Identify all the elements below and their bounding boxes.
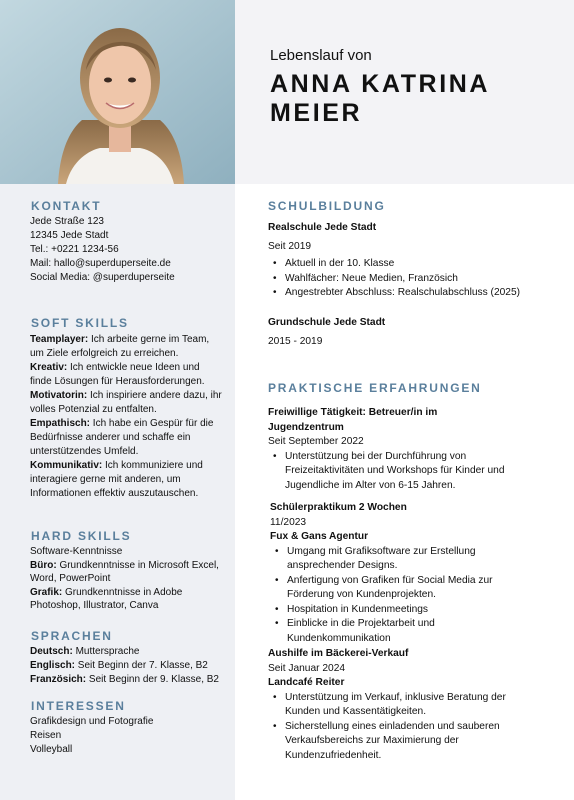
experience-bullet: • Anfertigung von Grafiken für Social Media zur Förderung von Kundenprojekten. bbox=[270, 574, 538, 603]
hard-skill-label: Büro: bbox=[30, 559, 57, 571]
school-date: 2015 - 2019 bbox=[268, 335, 323, 347]
language-label: Deutsch: bbox=[30, 646, 73, 657]
person-name bbox=[270, 70, 490, 128]
experience-title: Freiwillige Tätigkeit: Betreuer/in im Jugendzentrum bbox=[268, 407, 438, 433]
header bbox=[235, 0, 574, 184]
experience-date: Seit Januar 2024 bbox=[268, 662, 346, 674]
experience-entry-1 bbox=[268, 406, 538, 493]
soft-skill-text: Ich entwickle neue Ideen und finde Lösungen für Herausforderungen. bbox=[30, 362, 205, 387]
experience-bullet: • Einblicke in die Projektarbeit und Kundenkommunikation bbox=[270, 617, 538, 646]
soft-skill-text: Ich arbeite gerne im Team, um Ziele erfolgreich zu erreichen. bbox=[30, 334, 210, 359]
language-label: Französich: bbox=[30, 673, 87, 685]
school-entry-1 bbox=[268, 221, 548, 301]
soft-skill-label: Kreativ: bbox=[30, 362, 68, 373]
experience-bullet: • Umgang mit Grafiksoftware zur Erstellung ansprechender Designs. bbox=[270, 545, 538, 574]
hard-skills-heading: HARD SKILLS bbox=[31, 529, 132, 543]
experience-bullet: • Sicherstellung eines einladenden und sauberen Verkaufsbereichs zur Maximierung der Kundenzufriedenheit. bbox=[268, 720, 538, 764]
soft-skill-item bbox=[30, 333, 222, 361]
schulbildung-heading: SCHULBILDUNG bbox=[268, 199, 386, 213]
language-label: Englisch: bbox=[30, 659, 76, 671]
name-line-1: ANNA KATRINA bbox=[270, 70, 491, 98]
hard-skill-item bbox=[30, 586, 225, 613]
contact-city: 12345 Jede Stadt bbox=[30, 230, 109, 241]
hard-skill-text: Grundkenntnisse in Adobe Photoshop, Illustrator, Canva bbox=[30, 586, 183, 612]
language-text: Seit Beginn der 7. Klasse, B2 bbox=[75, 659, 208, 671]
interessen-heading: INTERESSEN bbox=[31, 699, 126, 713]
language-item bbox=[30, 645, 230, 659]
experience-company: Fux & Gans Agentur bbox=[270, 531, 369, 542]
soft-skill-label: Empathisch: bbox=[30, 418, 91, 429]
school-bullet: • Aktuell in der 10. Klasse bbox=[268, 257, 548, 272]
experience-bullets bbox=[268, 450, 538, 494]
profile-photo bbox=[0, 0, 235, 184]
school-date: Seit 2019 bbox=[268, 240, 312, 252]
soft-skill-item bbox=[30, 417, 222, 459]
soft-skills-heading: SOFT SKILLS bbox=[31, 316, 129, 330]
experience-title: Aushilfe im Bäckerei-Verkauf bbox=[268, 648, 409, 659]
hard-skill-item bbox=[30, 559, 225, 586]
hard-skills-list bbox=[30, 545, 225, 613]
contact-phone: Tel.: +0221 1234-56 bbox=[30, 244, 119, 255]
school-bullets bbox=[268, 257, 548, 301]
soft-skill-text: Ich kommuniziere und interagiere gerne mit anderen, um Informationen effektiv auszutauschen. bbox=[30, 460, 203, 499]
language-item bbox=[30, 673, 230, 687]
soft-skill-label: Teamplayer: bbox=[30, 334, 89, 345]
experience-date: 11/2023 bbox=[270, 516, 307, 528]
hard-skill-label: Grafik: bbox=[30, 586, 63, 598]
school-bullet: • Angestrebter Abschluss: Realschulabschluss (2025) bbox=[268, 286, 548, 301]
experience-bullet: • Unterstützung bei der Durchführung von Freizeitaktivitäten und Workshops für Kinder und Jugendliche im Alter von 6-15 Jahren. bbox=[268, 450, 538, 494]
resume-pretitle: Lebenslauf von bbox=[270, 47, 372, 64]
experience-entry-2 bbox=[270, 501, 538, 646]
portrait-image bbox=[0, 0, 235, 184]
name-line-2: MEIER bbox=[270, 99, 363, 127]
soft-skill-text: Ich habe ein Gespür für die Bedürfnisse anderer und schaffe ein unterstützendes Umfeld. bbox=[30, 418, 214, 457]
interests-list bbox=[30, 715, 153, 757]
erfahrungen-heading: PRAKTISCHE ERFAHRUNGEN bbox=[268, 381, 482, 395]
interest-item: Reisen bbox=[30, 730, 62, 741]
experience-bullet: • Unterstützung im Verkauf, inklusive Beratung der Kunden und Kassentätigkeiten. bbox=[268, 691, 538, 720]
interest-item: Grafikdesign und Fotografie bbox=[30, 716, 154, 727]
soft-skill-item bbox=[30, 389, 222, 417]
experience-company: Landcafé Reiter bbox=[268, 677, 345, 688]
school-bullet: • Wahlfächer: Neue Medien, Französich bbox=[268, 272, 548, 287]
soft-skill-text: Ich inspiriere andere dazu, ihr volles Potenzial zu entfalten. bbox=[30, 390, 222, 415]
school-name: Realschule Jede Stadt bbox=[268, 222, 377, 233]
experience-entry-3 bbox=[268, 647, 538, 763]
language-text: Muttersprache bbox=[72, 646, 140, 657]
interest-item: Volleyball bbox=[30, 744, 73, 755]
soft-skill-item bbox=[30, 459, 222, 501]
contact-social: Social Media: @superduperseite bbox=[30, 272, 175, 283]
school-name: Grundschule Jede Stadt bbox=[268, 317, 386, 328]
soft-skill-label: Motivatorin: bbox=[30, 390, 88, 401]
contact-street: Jede Straße 123 bbox=[30, 216, 104, 227]
hard-skills-intro: Software-Kenntnisse bbox=[30, 546, 123, 557]
experience-title: Schülerpraktikum 2 Wochen bbox=[270, 502, 407, 513]
contact-mail: Mail: hallo@superduperseite.de bbox=[30, 258, 171, 269]
contact-list bbox=[30, 215, 175, 285]
soft-skill-label: Kommunikativ: bbox=[30, 460, 103, 471]
soft-skills-list bbox=[30, 333, 222, 501]
soft-skill-item bbox=[30, 361, 222, 389]
experience-date: Seit September 2022 bbox=[268, 436, 364, 447]
experience-bullet: • Hospitation in Kundenmeetings bbox=[270, 603, 538, 618]
sprachen-heading: SPRACHEN bbox=[31, 629, 113, 643]
languages-list bbox=[30, 645, 230, 686]
language-text: Seit Beginn der 9. Klasse, B2 bbox=[86, 673, 219, 685]
experience-bullets bbox=[270, 545, 538, 647]
kontakt-heading: KONTAKT bbox=[31, 199, 102, 213]
school-entry-2 bbox=[268, 316, 548, 349]
experience-bullets bbox=[268, 691, 538, 764]
hard-skill-text: Grundkenntnisse in Microsoft Excel, Word, PowerPoint bbox=[30, 559, 219, 585]
language-item bbox=[30, 659, 230, 673]
